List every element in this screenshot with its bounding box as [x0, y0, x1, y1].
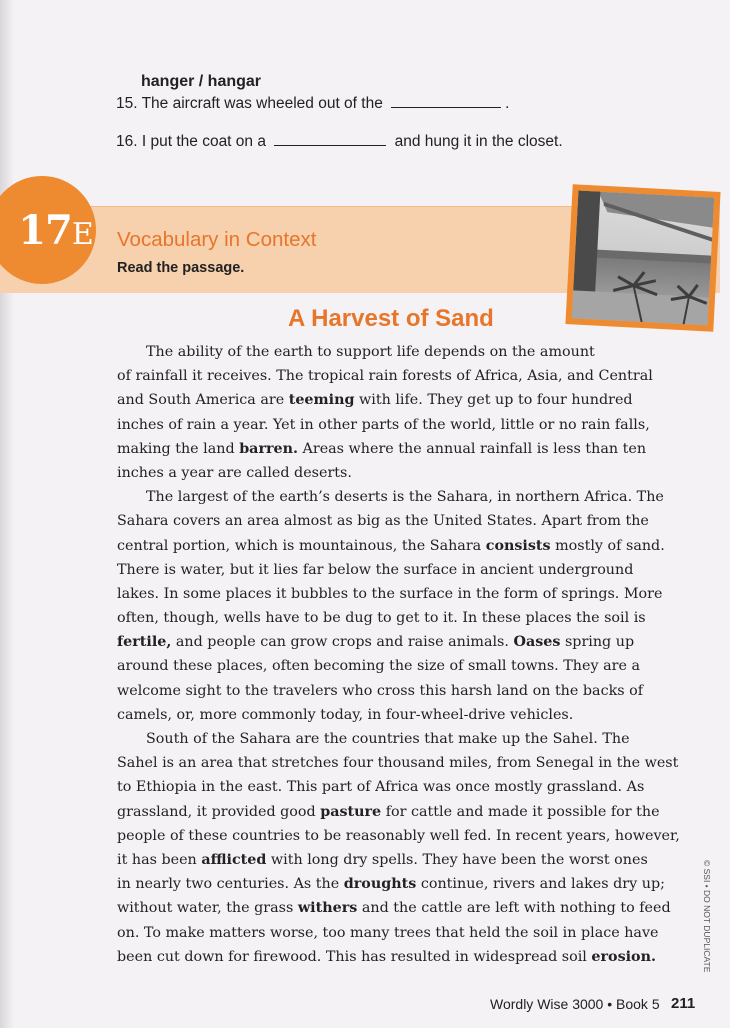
- passage-text: mostly of sand.: [550, 537, 665, 554]
- passage-line: [117, 679, 677, 703]
- passage-line: [117, 340, 677, 364]
- passage-text: often, though, wells have to be dug to get to it. In these places the soil is: [117, 610, 646, 627]
- exercise-number: 15.: [116, 95, 138, 112]
- passage-line: [117, 703, 677, 727]
- vocabulary-word: withers: [297, 900, 358, 917]
- vocabulary-word: fertile,: [117, 634, 172, 651]
- passage-line: [117, 558, 677, 582]
- passage-text: to Ethiopia in the east. This part of Africa was once mostly grassland. As: [117, 779, 645, 796]
- passage-line: [117, 534, 677, 558]
- passage-body: [117, 340, 680, 969]
- passage-text: for cattle and made it possible for the: [381, 803, 660, 820]
- passage-line: [117, 896, 677, 920]
- vocabulary-word: droughts: [343, 876, 417, 893]
- passage-text: and people can grow crops and raise animals.: [171, 634, 514, 651]
- passage-line: [117, 364, 677, 388]
- passage-text: The ability of the earth to support life depends on the amount: [146, 344, 595, 360]
- section-instruction: Read the passage.: [117, 260, 245, 276]
- passage-text: inches a year are called deserts.: [117, 464, 352, 481]
- vocabulary-word: teeming: [288, 392, 355, 409]
- passage-text: The largest of the earth’s deserts is the Sahara, in northern Africa. The: [146, 489, 664, 506]
- passage-line: [117, 800, 677, 824]
- passage-text: camels, or, more commonly today, in four-wheel-drive vehicles.: [117, 706, 574, 723]
- vocabulary-word: barren.: [239, 440, 298, 457]
- passage-line: [117, 775, 677, 799]
- photo-image: [572, 191, 715, 326]
- passage-text: with long dry spells. They have been the worst ones: [266, 851, 648, 868]
- vocabulary-word: Oases: [513, 634, 561, 651]
- exercise-text-before: The aircraft was wheeled out of the: [141, 95, 383, 112]
- passage-text: it has been: [117, 851, 202, 868]
- exercise-text-after: and hung it in the closet.: [394, 133, 563, 150]
- passage-text: on. To make matters worse, too many trees that held the soil in place have: [117, 924, 659, 941]
- passage-line: [117, 921, 677, 945]
- passage-text: Sahel is an area that stretches four thousand miles, from Senegal in the west: [117, 755, 679, 772]
- passage-text: people of these countries to be reasonably well fed. In recent years, however,: [117, 827, 680, 844]
- vocabulary-word: erosion.: [591, 948, 656, 965]
- vocabulary-word: consists: [485, 537, 551, 554]
- exercise-item-15: [116, 95, 509, 113]
- passage-text: of rainfall it receives. The tropical rain forests of Africa, Asia, and Central: [117, 368, 653, 385]
- passage-text: without water, the grass: [117, 900, 298, 917]
- badge-number: 17: [18, 206, 72, 254]
- passage-line: [117, 437, 677, 461]
- passage-line: [117, 485, 677, 509]
- answer-blank[interactable]: [391, 106, 501, 108]
- passage-text: spring up: [560, 634, 635, 651]
- passage-text: making the land: [117, 440, 240, 457]
- passage-text: Areas where the annual rainfall is less than ten: [297, 440, 647, 457]
- passage-line: [117, 824, 680, 848]
- exercise-text-after: .: [505, 95, 510, 112]
- vocabulary-word: afflicted: [201, 851, 267, 868]
- passage-text: with life. They get up to four hundred: [354, 392, 633, 409]
- passage-line: [117, 945, 677, 969]
- passage-line: [117, 848, 677, 872]
- passage-text: inches of rain a year. Yet in other parts of the world, little or no rain falls,: [117, 416, 650, 433]
- passage-line: [117, 582, 677, 606]
- passage-line: [117, 509, 677, 533]
- exercise-text-before: I put the coat on a: [141, 133, 266, 150]
- passage-line: [117, 388, 677, 412]
- passage-text: and South America are: [117, 392, 289, 409]
- passage-line: [117, 606, 677, 630]
- passage-text: and the cattle are left with nothing to feed: [357, 900, 671, 917]
- passage-text: central portion, which is mountainous, the Sahara: [117, 537, 486, 554]
- passage-text: continue, rivers and lakes dry up;: [416, 876, 665, 893]
- passage-line: [117, 727, 677, 751]
- passage-line: [117, 461, 677, 485]
- passage-text: in nearly two centuries. As the: [117, 876, 344, 893]
- answer-blank[interactable]: [274, 144, 386, 146]
- passage-text: welcome sight to the travelers who cross this harsh land on the backs of: [117, 682, 644, 699]
- lake-palm-photo: [565, 184, 720, 332]
- passage-text: Sahara covers an area almost as big as the United States. Apart from the: [117, 513, 649, 530]
- passage-text: South of the Sahara are the countries that make up the Sahel. The: [146, 731, 630, 747]
- footer-book-title: Wordly Wise 3000 • Book 5: [490, 996, 660, 1012]
- passage-title: A Harvest of Sand: [288, 305, 494, 332]
- exercise-number: 16.: [116, 133, 138, 150]
- passage-text: been cut down for firewood. This has resulted in widespread soil: [117, 948, 592, 965]
- exercise-item-16: [116, 133, 563, 151]
- copyright-notice: © SSI • DO NOT DUPLICATE: [702, 860, 712, 973]
- badge-letter: E: [71, 216, 94, 252]
- passage-line: [117, 751, 677, 775]
- passage-text: around these places, often becoming the size of small towns. They are a: [117, 658, 640, 675]
- word-pair-heading: hanger / hangar: [141, 73, 262, 90]
- section-title: Vocabulary in Context: [117, 228, 317, 251]
- passage-text: There is water, but it lies far below the surface in ancient underground: [117, 561, 634, 578]
- passage-line: [117, 872, 677, 896]
- vocabulary-word: pasture: [320, 803, 382, 820]
- page-binding-shadow: [0, 0, 14, 1028]
- passage-text: grassland, it provided good: [117, 803, 321, 820]
- passage-line: [117, 654, 677, 678]
- page-number: 211: [671, 995, 696, 1012]
- passage-line: [117, 413, 677, 437]
- passage-text: lakes. In some places it bubbles to the surface in the form of springs. More: [117, 585, 663, 602]
- passage-line: [117, 630, 677, 654]
